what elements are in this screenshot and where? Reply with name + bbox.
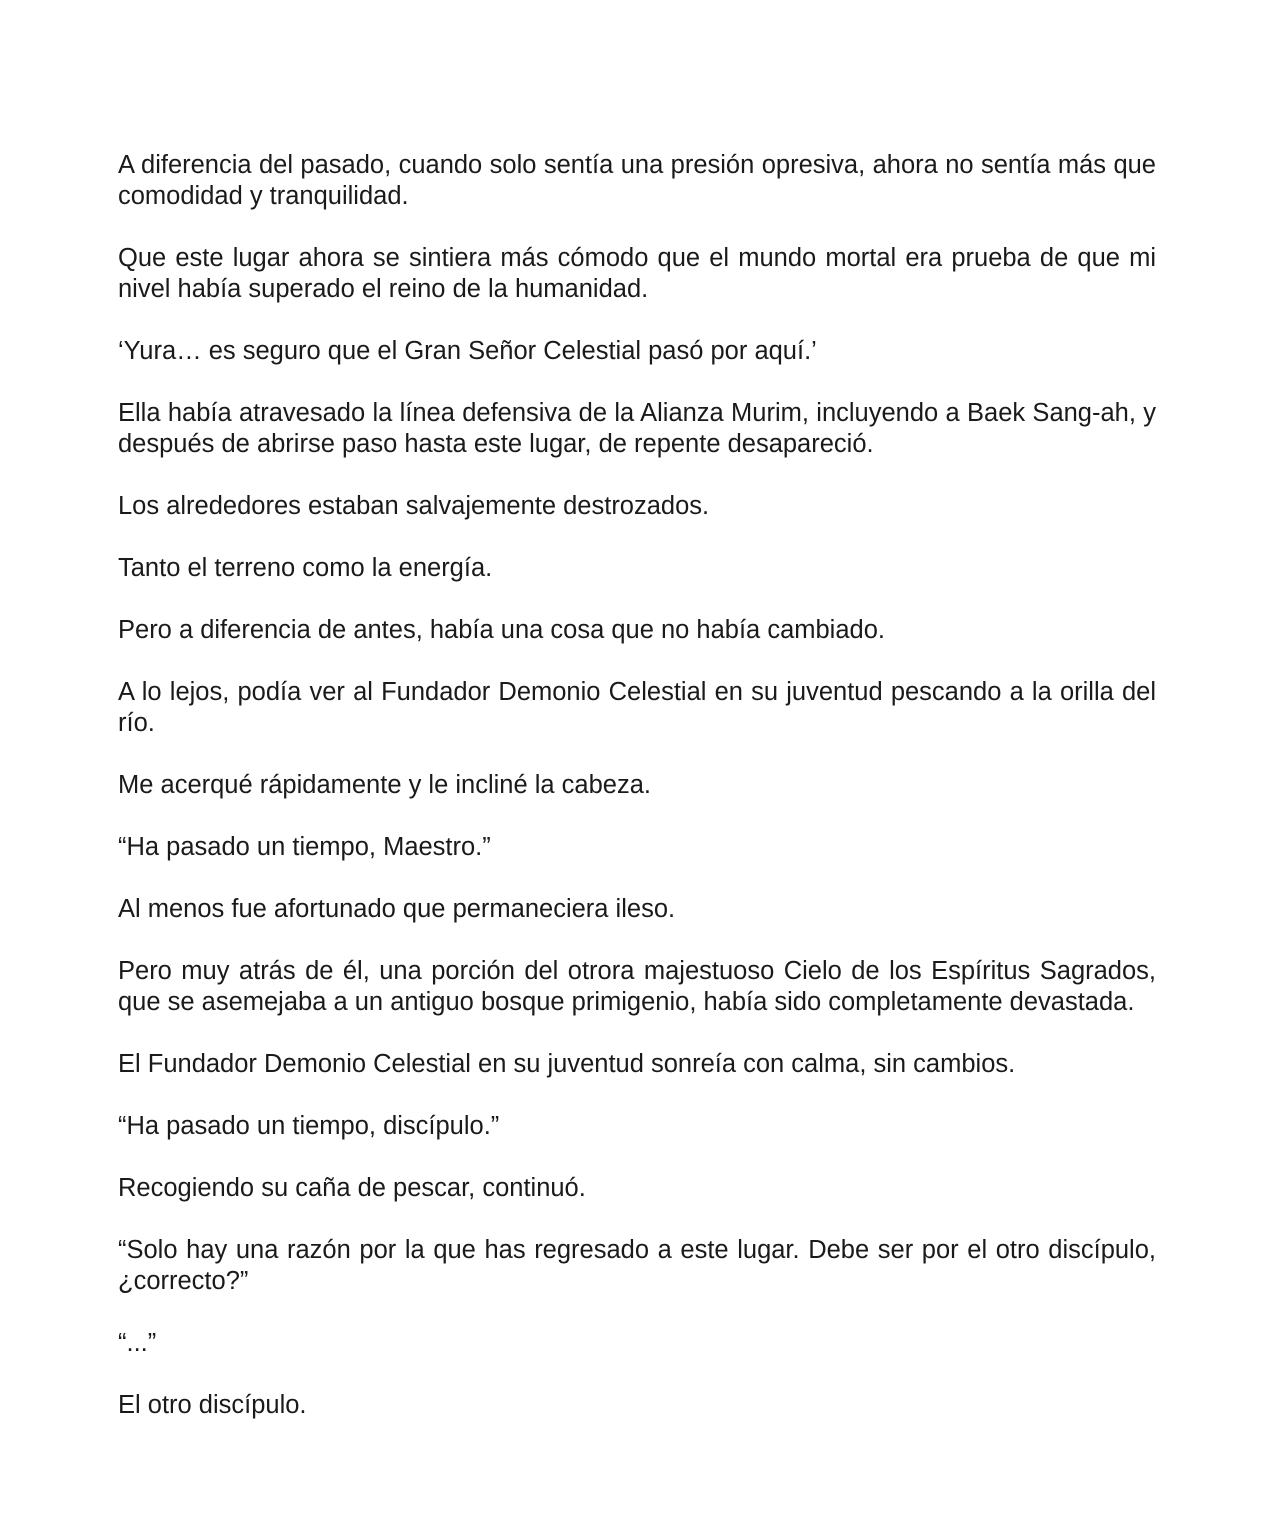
paragraph: Tanto el terreno como la energía.	[118, 554, 493, 582]
paragraph: “...”	[118, 1329, 157, 1357]
paragraph: Recogiendo su caña de pescar, continuó.	[118, 1174, 586, 1202]
paragraph: “Solo hay una razón por la que has regresado a este lugar. Debe ser por el otro discípulo, ¿correcto?”	[118, 1236, 1156, 1295]
paragraph: El otro discípulo.	[118, 1391, 307, 1419]
paragraph: Pero muy atrás de él, una porción del otrora majestuoso Cielo de los Espíritus Sagrados, que se asemejaba a un antiguo bosque primigenio, había sido completamente devastada.	[118, 957, 1156, 1016]
paragraph: El Fundador Demonio Celestial en su juventud sonreía con calma, sin cambios.	[118, 1050, 1016, 1078]
paragraph: Me acerqué rápidamente y le incliné la cabeza.	[118, 771, 651, 799]
paragraph: Al menos fue afortunado que permaneciera ileso.	[118, 895, 676, 923]
paragraph: Pero a diferencia de antes, había una cosa que no había cambiado.	[118, 616, 885, 644]
paragraph: “Ha pasado un tiempo, Maestro.”	[118, 833, 491, 861]
paragraph: Ella había atravesado la línea defensiva de la Alianza Murim, incluyendo a Baek Sang-ah, y después de abrirse paso hasta este lugar, de repente desapareció.	[118, 399, 1156, 458]
paragraph: A diferencia del pasado, cuando solo sentía una presión opresiva, ahora no sentía más que comodidad y tranquilidad.	[118, 151, 1156, 210]
paragraph: Que este lugar ahora se sintiera más cómodo que el mundo mortal era prueba de que mi nivel había superado el reino de la humanidad.	[118, 244, 1156, 303]
paragraph: ‘Yura… es seguro que el Gran Señor Celestial pasó por aquí.’	[118, 337, 817, 365]
paragraph: “Ha pasado un tiempo, discípulo.”	[118, 1112, 500, 1140]
document-page	[118, 150, 1156, 1452]
paragraph: A lo lejos, podía ver al Fundador Demonio Celestial en su juventud pescando a la orilla del río.	[118, 678, 1156, 737]
paragraph: Los alrededores estaban salvajemente destrozados.	[118, 492, 710, 520]
